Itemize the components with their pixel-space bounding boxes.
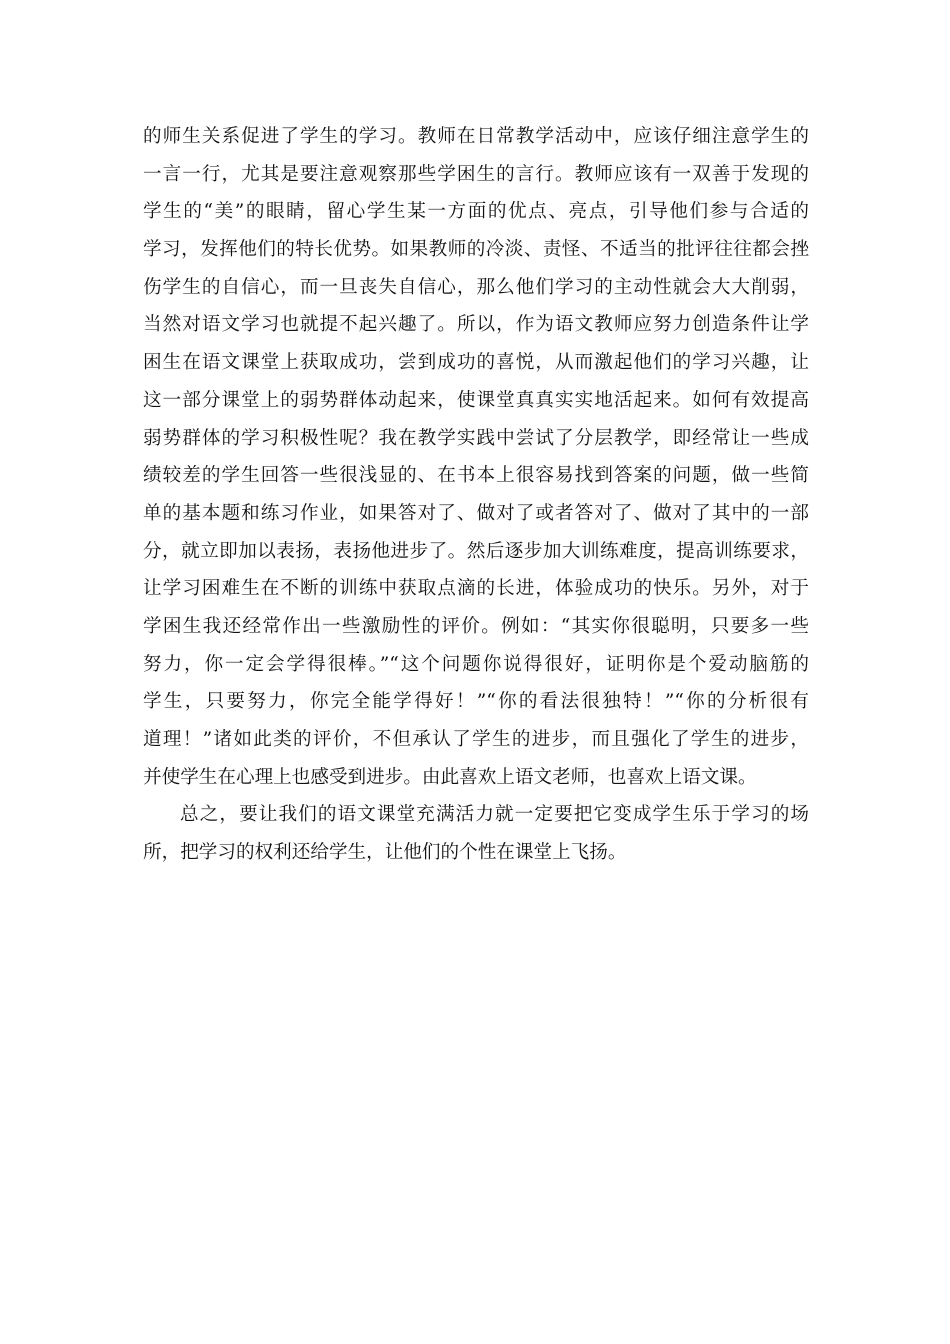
text-line: 这一部分课堂上的弱势群体动起来，使课堂真真实实地活起来。如何有效提高 (143, 389, 809, 411)
text-line: 绩较差的学生回答一些很浅显的、在书本上很容易找到答案的问题，做一些简 (143, 465, 809, 487)
text-line: 学习，发挥他们的特长优势。如果教师的冷淡、责怪、不适当的批评往往都会挫 (143, 239, 809, 261)
text-line: 的师生关系促进了学生的学习。教师在日常教学活动中，应该仔细注意学生的 (143, 126, 809, 147)
text-line: 学生，只要努力，你完全能学得好！”“你的看法很独特！”“你的分析很有 (143, 691, 809, 713)
paragraph-1 (143, 118, 809, 796)
text-line: 学生的“美”的眼睛，留心学生某一方面的优点、亮点，引导他们参与合适的 (143, 201, 809, 223)
text-line: 分，就立即加以表扬，表扬他进步了。然后逐步加大训练难度，提高训练要求， (143, 540, 809, 562)
text-line: 总之，要让我们的语文课堂充满活力就一定要把它变成学生乐于学习的场 (180, 804, 809, 826)
text-line: 让学习困难生在不断的训练中获取点滴的长进，体验成功的快乐。另外，对于 (143, 578, 809, 600)
text-line: 道理！”诸如此类的评价，不但承认了学生的进步，而且强化了学生的进步， (143, 729, 809, 750)
paragraph-2 (143, 796, 809, 871)
text-line: 困生在语文课堂上获取成功，尝到成功的喜悦，从而激起他们的学习兴趣，让 (143, 352, 809, 374)
text-line: 学困生我还经常作出一些激励性的评价。例如：“其实你很聪明，只要多一些 (143, 615, 809, 637)
text-line: 伤学生的自信心，而一旦丧失自信心，那么他们学习的主动性就会大大削弱， (143, 276, 809, 298)
text-line: 努力，你一定会学得很棒。”“这个问题你说得很好，证明你是个爱动脑筋的 (143, 653, 809, 675)
text-line: 单的基本题和练习作业，如果答对了、做对了或者答对了、做对了其中的一部 (143, 502, 809, 524)
text-line: 当然对语文学习也就提不起兴趣了。所以，作为语文教师应努力创造条件让学 (143, 314, 809, 336)
text-line: 并使学生在心理上也感受到进步。由此喜欢上语文老师，也喜欢上语文课。 (143, 766, 757, 788)
text-line: 弱势群体的学习积极性呢？我在教学实践中尝试了分层教学，即经常让一些成 (143, 427, 809, 449)
text-line: 所，把学习的权利还给学生，让他们的个性在课堂上飞扬。 (143, 842, 627, 864)
text-line: 一言一行，尤其是要注意观察那些学困生的言行。教师应该有一双善于发现的 (143, 163, 809, 185)
document-body (143, 118, 809, 872)
